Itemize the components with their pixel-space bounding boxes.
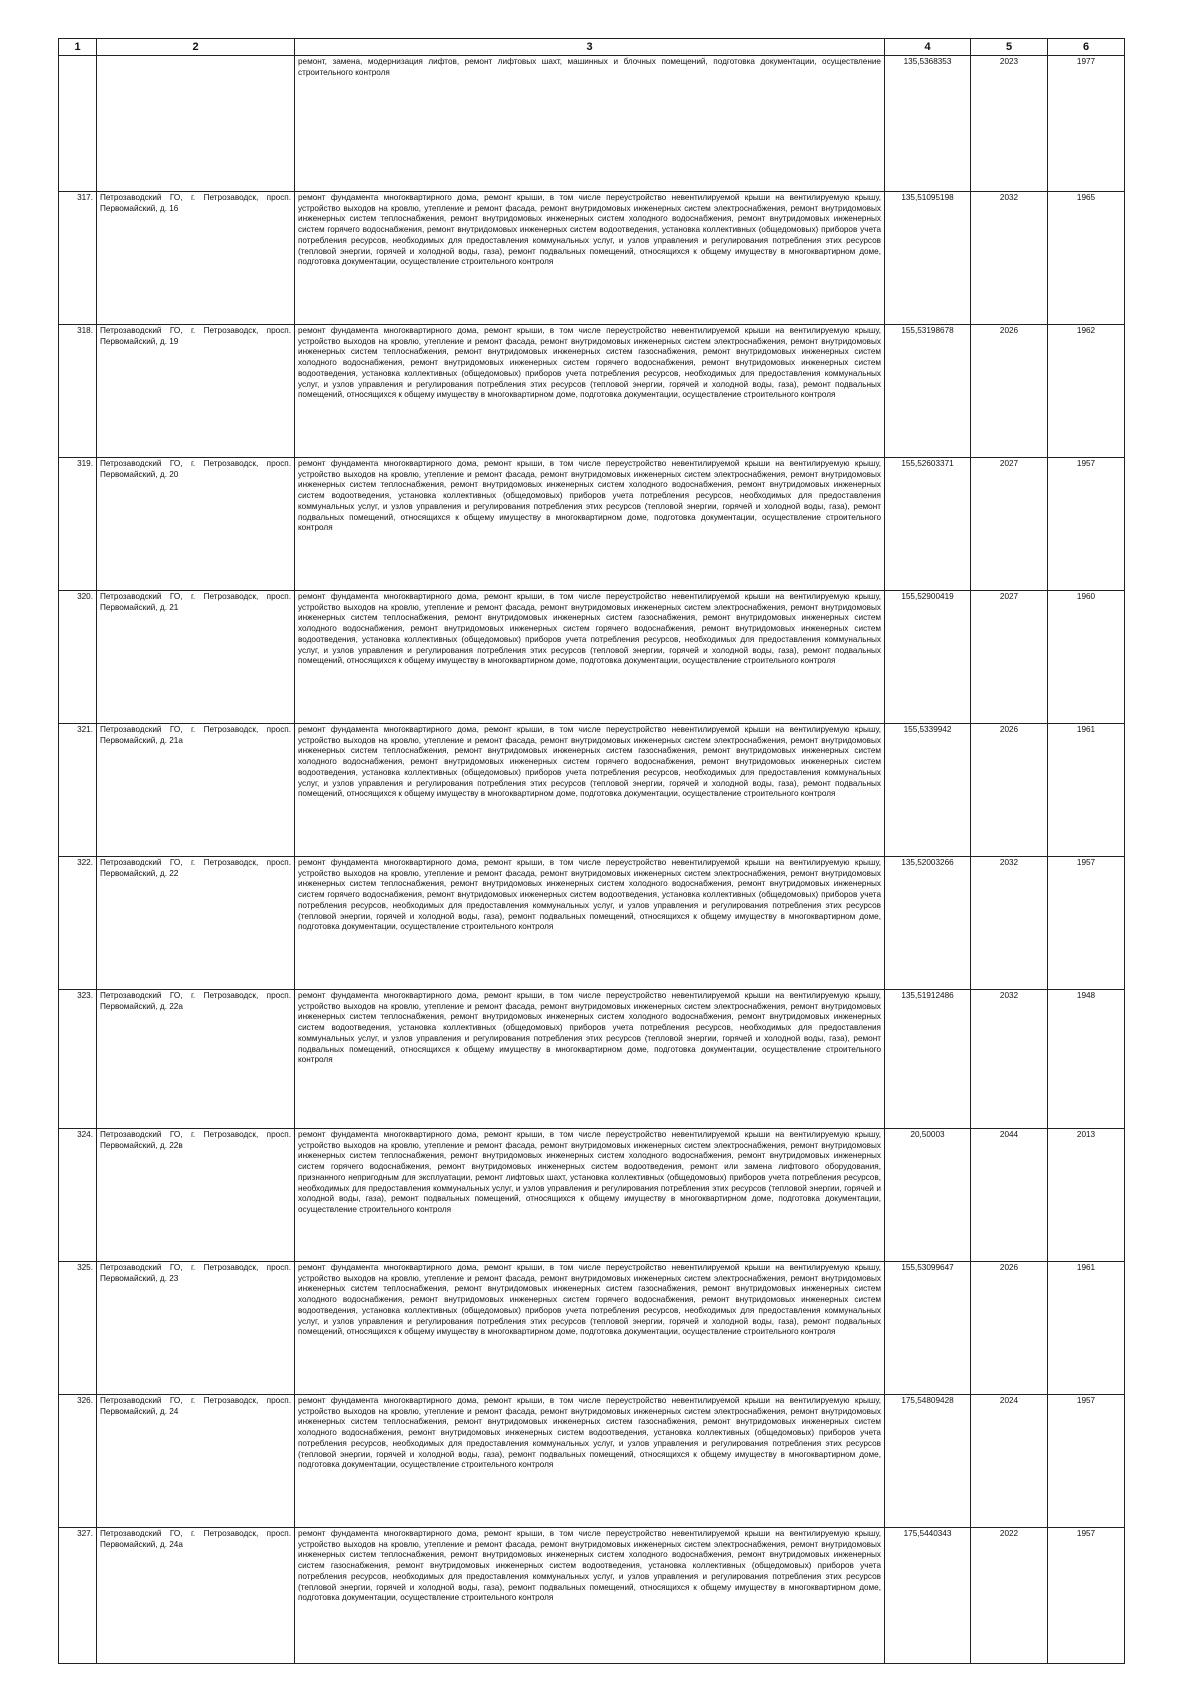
row-number: 325. — [59, 1262, 97, 1395]
row-cost: 135,5368353 — [885, 56, 971, 192]
row-planned-year: 2024 — [971, 1395, 1048, 1528]
table-row — [59, 1129, 1125, 1262]
row-planned-year: 2023 — [971, 56, 1048, 192]
row-planned-year: 2022 — [971, 1528, 1048, 1664]
row-cost: 155,52603371 — [885, 458, 971, 591]
row-works: ремонт фундамента многоквартирного дома, ремонт крыши, в том числе переустройство невентилируемой крыши на вентилируемую крышу, устройство выходов на кровлю, утепление и ремонт фасада, ремонт внутридомовых инженерных систем электроснабжения, ремонт внутридомовых инженерных систем теплоснабжения, ремонт внутридомовых инженерных систем газоснабжения, ремонт внутридомовых инженерных систем холодного водоснабжения, ремонт внутридомовых инженерных систем водоотведения, установка коллективных (общедомовых) приборов учета потребления ресурсов, необходимых для предоставления коммунальных услуг, и узлов управления и регулирования потребления этих ресурсов (тепловой энергии, горячей и холодной воды, газа), ремонт подвальных помещений, относящихся к общему имуществу в многоквартирном доме, подготовка документации, осуществление строительного контроля — [295, 1395, 885, 1528]
row-planned-year: 2032 — [971, 990, 1048, 1129]
row-planned-year: 2026 — [971, 325, 1048, 458]
row-number: 324. — [59, 1129, 97, 1262]
row-cost: 175,54809428 — [885, 1395, 971, 1528]
row-cost: 155,52900419 — [885, 591, 971, 724]
header-col-4: 4 — [885, 39, 971, 56]
row-build-year: 1948 — [1048, 990, 1125, 1129]
row-address: Петрозаводский ГО, г. Петрозаводск, просп. Первомайский, д. 22в — [97, 1129, 295, 1262]
row-address: Петрозаводский ГО, г. Петрозаводск, просп. Первомайский, д. 22 — [97, 857, 295, 990]
row-works: ремонт фундамента многоквартирного дома, ремонт крыши, в том числе переустройство невентилируемой крыши на вентилируемую крышу, устройство выходов на кровлю, утепление и ремонт фасада, ремонт внутридомовых инженерных систем электроснабжения, ремонт внутридомовых инженерных систем теплоснабжения, ремонт внутридомовых инженерных систем холодного водоснабжения, ремонт внутридомовых инженерных систем горячего водоснабжения, ремонт внутридомовых инженерных систем водоотведения, установка коллективных (общедомовых) приборов учета потребления ресурсов, необходимых для предоставления коммунальных услуг, и узлов управления и регулирования потребления этих ресурсов (тепловой энергии, горячей и холодной воды, газа), ремонт подвальных помещений, относящихся к общему имуществу в многоквартирном доме, подготовка документации, осуществление строительного контроля — [295, 857, 885, 990]
row-address: Петрозаводский ГО, г. Петрозаводск, просп. Первомайский, д. 21 — [97, 591, 295, 724]
row-number: 322. — [59, 857, 97, 990]
row-works: ремонт, замена, модернизация лифтов, ремонт лифтовых шахт, машинных и блочных помещений, подготовка документации, осуществление строительного контроля — [295, 56, 885, 192]
row-works: ремонт фундамента многоквартирного дома, ремонт крыши, в том числе переустройство невентилируемой крыши на вентилируемую крышу, устройство выходов на кровлю, утепление и ремонт фасада, ремонт внутридомовых инженерных систем электроснабжения, ремонт внутридомовых инженерных систем теплоснабжения, ремонт внутридомовых инженерных систем газоснабжения, ремонт внутридомовых инженерных систем холодного водоснабжения, ремонт внутридомовых инженерных систем горячего водоснабжения, ремонт внутридомовых инженерных систем водоотведения, установка коллективных (общедомовых) приборов учета потребления ресурсов, необходимых для предоставления коммунальных услуг, и узлов управления и регулирования потребления этих ресурсов (тепловой энергии, горячей и холодной воды, газа), ремонт подвальных помещений, относящихся к общему имуществу в многоквартирном доме, подготовка документации, осуществление строительного контроля — [295, 591, 885, 724]
header-col-1: 1 — [59, 39, 97, 56]
table-row — [59, 1262, 1125, 1395]
header-col-5: 5 — [971, 39, 1048, 56]
row-number: 321. — [59, 724, 97, 857]
row-cost: 135,51912486 — [885, 990, 971, 1129]
row-cost: 155,53198678 — [885, 325, 971, 458]
row-number: 327. — [59, 1528, 97, 1664]
row-number: 326. — [59, 1395, 97, 1528]
row-address: Петрозаводский ГО, г. Петрозаводск, просп. Первомайский, д. 21а — [97, 724, 295, 857]
table-row — [59, 724, 1125, 857]
row-works: ремонт фундамента многоквартирного дома, ремонт крыши, в том числе переустройство невентилируемой крыши на вентилируемую крышу, устройство выходов на кровлю, утепление и ремонт фасада, ремонт внутридомовых инженерных систем электроснабжения, ремонт внутридомовых инженерных систем теплоснабжения, ремонт внутридомовых инженерных систем холодного водоснабжения, ремонт внутридомовых инженерных систем водоотведения, установка коллективных (общедомовых) приборов учета потребления ресурсов, необходимых для предоставления коммунальных услуг, и узлов управления и регулирования потребления этих ресурсов (тепловой энергии, горячей и холодной воды, газа), ремонт подвальных помещений, относящихся к общему имуществу в многоквартирном доме, подготовка документации, осуществление строительного контроля — [295, 458, 885, 591]
row-cost: 20,50003 — [885, 1129, 971, 1262]
table-row — [59, 990, 1125, 1129]
row-planned-year: 2032 — [971, 857, 1048, 990]
row-cost: 135,52003266 — [885, 857, 971, 990]
row-cost: 155,53099647 — [885, 1262, 971, 1395]
row-address: Петрозаводский ГО, г. Петрозаводск, просп. Первомайский, д. 19 — [97, 325, 295, 458]
header-col-3: 3 — [295, 39, 885, 56]
row-build-year: 1977 — [1048, 56, 1125, 192]
table-row — [59, 857, 1125, 990]
row-build-year: 1957 — [1048, 1395, 1125, 1528]
row-build-year: 2013 — [1048, 1129, 1125, 1262]
row-build-year: 1957 — [1048, 1528, 1125, 1664]
table-row — [59, 458, 1125, 591]
row-address: Петрозаводский ГО, г. Петрозаводск, просп. Первомайский, д. 16 — [97, 192, 295, 325]
row-build-year: 1961 — [1048, 1262, 1125, 1395]
row-works: ремонт фундамента многоквартирного дома, ремонт крыши, в том числе переустройство невентилируемой крыши на вентилируемую крышу, устройство выходов на кровлю, утепление и ремонт фасада, ремонт внутридомовых инженерных систем электроснабжения, ремонт внутридомовых инженерных систем теплоснабжения, ремонт внутридомовых инженерных систем газоснабжения, ремонт внутридомовых инженерных систем холодного водоснабжения, ремонт внутридомовых инженерных систем горячего водоснабжения, ремонт внутридомовых инженерных систем водоотведения, установка коллективных (общедомовых) приборов учета потребления ресурсов, необходимых для предоставления коммунальных услуг, и узлов управления и регулирования потребления этих ресурсов (тепловой энергии, горячей и холодной воды, газа), ремонт подвальных помещений, относящихся к общему имуществу в многоквартирном доме, подготовка документации, осуществление строительного контроля — [295, 1262, 885, 1395]
row-address: Петрозаводский ГО, г. Петрозаводск, просп. Первомайский, д. 20 — [97, 458, 295, 591]
row-address: Петрозаводский ГО, г. Петрозаводск, просп. Первомайский, д. 24а — [97, 1528, 295, 1664]
row-number: 319. — [59, 458, 97, 591]
row-number — [59, 56, 97, 192]
row-address: Петрозаводский ГО, г. Петрозаводск, просп. Первомайский, д. 24 — [97, 1395, 295, 1528]
row-works: ремонт фундамента многоквартирного дома, ремонт крыши, в том числе переустройство невентилируемой крыши на вентилируемую крышу, устройство выходов на кровлю, утепление и ремонт фасада, ремонт внутридомовых инженерных систем электроснабжения, ремонт внутридомовых инженерных систем теплоснабжения, ремонт внутридомовых инженерных систем газоснабжения, ремонт внутридомовых инженерных систем холодного водоснабжения, ремонт внутридомовых инженерных систем горячего водоснабжения, ремонт внутридомовых инженерных систем водоотведения, установка коллективных (общедомовых) приборов учета потребления ресурсов, необходимых для предоставления коммунальных услуг, и узлов управления и регулирования потребления этих ресурсов (тепловой энергии, горячей и холодной воды, газа), ремонт подвальных помещений, относящихся к общему имуществу в многоквартирном доме, подготовка документации, осуществление строительного контроля — [295, 325, 885, 458]
row-planned-year: 2026 — [971, 724, 1048, 857]
row-address — [97, 56, 295, 192]
row-works: ремонт фундамента многоквартирного дома, ремонт крыши, в том числе переустройство невентилируемой крыши на вентилируемую крышу, устройство выходов на кровлю, утепление и ремонт фасада, ремонт внутридомовых инженерных систем электроснабжения, ремонт внутридомовых инженерных систем теплоснабжения, ремонт внутридомовых инженерных систем холодного водоснабжения, ремонт внутридомовых инженерных систем горячего водоснабжения, ремонт внутридомовых инженерных систем водоотведения, установка коллективных (общедомовых) приборов учета потребления ресурсов, необходимых для предоставления коммунальных услуг, и узлов управления и регулирования потребления этих ресурсов (тепловой энергии, горячей и холодной воды, газа), ремонт подвальных помещений, относящихся к общему имуществу в многоквартирном доме, подготовка документации, осуществление строительного контроля — [295, 192, 885, 325]
row-number: 323. — [59, 990, 97, 1129]
row-number: 317. — [59, 192, 97, 325]
row-planned-year: 2027 — [971, 458, 1048, 591]
header-col-6: 6 — [1048, 39, 1125, 56]
row-build-year: 1965 — [1048, 192, 1125, 325]
capital-repair-table — [58, 38, 1125, 1664]
table-row — [59, 56, 1125, 192]
row-cost: 155,5339942 — [885, 724, 971, 857]
row-works: ремонт фундамента многоквартирного дома, ремонт крыши, в том числе переустройство невентилируемой крыши на вентилируемую крышу, устройство выходов на кровлю, утепление и ремонт фасада, ремонт внутридомовых инженерных систем электроснабжения, ремонт внутридомовых инженерных систем теплоснабжения, ремонт внутридомовых инженерных систем холодного водоснабжения, ремонт внутридомовых инженерных систем газоснабжения, ремонт внутридомовых инженерных систем водоотведения, установка коллективных (общедомовых) приборов учета потребления ресурсов, необходимых для предоставления коммунальных услуг, и узлов управления и регулирования потребления этих ресурсов (тепловой энергии, горячей и холодной воды, газа), ремонт подвальных помещений, относящихся к общему имуществу в многоквартирном доме, подготовка документации, осуществление строительного контроля — [295, 1528, 885, 1664]
header-col-2: 2 — [97, 39, 295, 56]
row-address: Петрозаводский ГО, г. Петрозаводск, просп. Первомайский, д. 22а — [97, 990, 295, 1129]
row-cost: 175,5440343 — [885, 1528, 971, 1664]
row-planned-year: 2026 — [971, 1262, 1048, 1395]
table-row — [59, 1528, 1125, 1664]
row-works: ремонт фундамента многоквартирного дома, ремонт крыши, в том числе переустройство невентилируемой крыши на вентилируемую крышу, устройство выходов на кровлю, утепление и ремонт фасада, ремонт внутридомовых инженерных систем электроснабжения, ремонт внутридомовых инженерных систем теплоснабжения, ремонт внутридомовых инженерных систем холодного водоснабжения, ремонт внутридомовых инженерных систем водоотведения, установка коллективных (общедомовых) приборов учета потребления ресурсов, необходимых для предоставления коммунальных услуг, и узлов управления и регулирования потребления этих ресурсов (тепловой энергии, горячей и холодной воды, газа), ремонт подвальных помещений, относящихся к общему имуществу в многоквартирном доме, подготовка документации, осуществление строительного контроля — [295, 990, 885, 1129]
row-planned-year: 2032 — [971, 192, 1048, 325]
header-row — [59, 39, 1125, 56]
row-build-year: 1960 — [1048, 591, 1125, 724]
row-build-year: 1962 — [1048, 325, 1125, 458]
row-build-year: 1957 — [1048, 458, 1125, 591]
row-number: 320. — [59, 591, 97, 724]
row-build-year: 1957 — [1048, 857, 1125, 990]
row-planned-year: 2044 — [971, 1129, 1048, 1262]
row-planned-year: 2027 — [971, 591, 1048, 724]
row-number: 318. — [59, 325, 97, 458]
table-row — [59, 591, 1125, 724]
table-row — [59, 192, 1125, 325]
table-row — [59, 325, 1125, 458]
row-works: ремонт фундамента многоквартирного дома, ремонт крыши, в том числе переустройство невентилируемой крыши на вентилируемую крышу, устройство выходов на кровлю, утепление и ремонт фасада, ремонт внутридомовых инженерных систем электроснабжения, ремонт внутридомовых инженерных систем теплоснабжения, ремонт внутридомовых инженерных систем холодного водоснабжения, ремонт внутридомовых инженерных систем горячего водоснабжения, ремонт внутридомовых инженерных систем водоотведения, ремонт или замена лифтового оборудования, признанного непригодным для эксплуатации, ремонт лифтовых шахт, установка коллективных (общедомовых) приборов учета потребления ресурсов, необходимых для предоставления коммунальных услуг, и узлов управления и регулирования потребления этих ресурсов (тепловой энергии, горячей и холодной воды, газа), ремонт подвальных помещений, относящихся к общему имуществу в многоквартирном доме, подготовка документации, осуществление строительного контроля — [295, 1129, 885, 1262]
row-works: ремонт фундамента многоквартирного дома, ремонт крыши, в том числе переустройство невентилируемой крыши на вентилируемую крышу, устройство выходов на кровлю, утепление и ремонт фасада, ремонт внутридомовых инженерных систем электроснабжения, ремонт внутридомовых инженерных систем теплоснабжения, ремонт внутридомовых инженерных систем газоснабжения, ремонт внутридомовых инженерных систем холодного водоснабжения, ремонт внутридомовых инженерных систем горячего водоснабжения, ремонт внутридомовых инженерных систем водоотведения, установка коллективных (общедомовых) приборов учета потребления ресурсов, необходимых для предоставления коммунальных услуг, и узлов управления и регулирования потребления этих ресурсов (тепловой энергии, горячей и холодной воды, газа), ремонт подвальных помещений, относящихся к общему имуществу в многоквартирном доме, подготовка документации, осуществление строительного контроля — [295, 724, 885, 857]
table-row — [59, 1395, 1125, 1528]
row-build-year: 1961 — [1048, 724, 1125, 857]
row-address: Петрозаводский ГО, г. Петрозаводск, просп. Первомайский, д. 23 — [97, 1262, 295, 1395]
row-cost: 135,51095198 — [885, 192, 971, 325]
